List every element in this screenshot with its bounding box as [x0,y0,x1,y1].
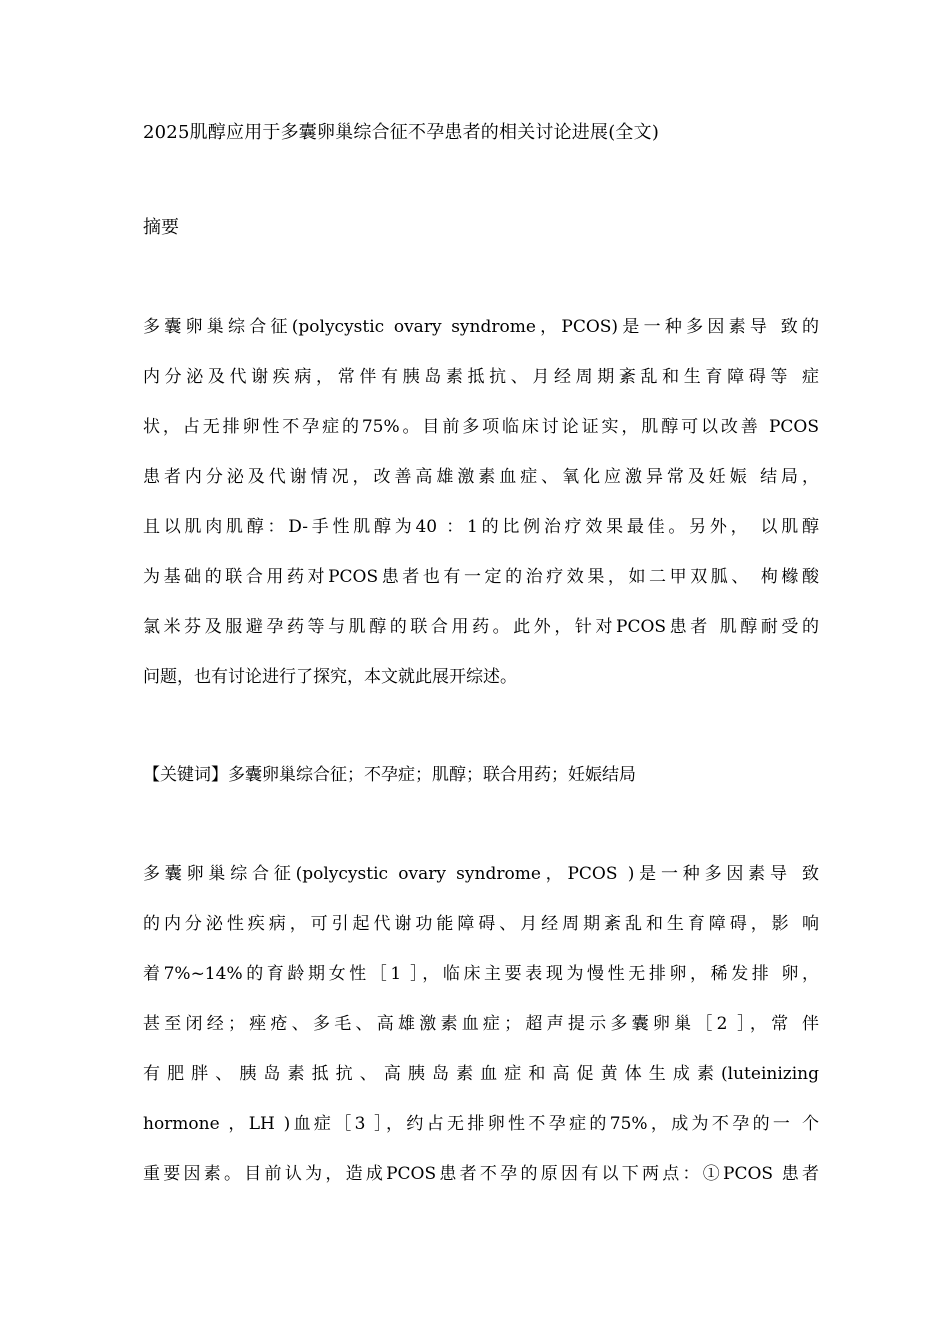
body-line: 着7%~14%的育龄期女性［1 ］，临床主要表现为慢性无排卵，稀发排 卵， [143,964,819,984]
abstract-line: 状，占无排卵性不孕症的75%。目前多项临床讨论证实，肌醇可以改善 PCOS [143,417,819,437]
abstract-line: 患者内分泌及代谢情况，改善高雄激素血症、氧化应激异常及妊娠 结局， [143,467,819,487]
keywords-line: 【关键词】多囊卵巢综合征；不孕症；肌醇；联合用药；妊娠结局 [143,765,636,785]
body-line: hormone ，LH )血症［3 ］，约占无排卵性不孕症的75%，成为不孕的一 个 [143,1114,819,1134]
body-line: 甚至闭经；痤疮、多毛、高雄激素血症；超声提示多囊卵巢［2 ］，常 伴 [143,1014,819,1034]
abstract-line: 为基础的联合用药对PCOS患者也有一定的治疗效果，如二甲双胍、 枸橼酸 [143,567,819,587]
abstract-line: 多囊卵巢综合征(polycystic ovary syndrome，PCOS)是一种多因素导 致的 [143,317,819,337]
abstract-heading: 摘要 [143,217,179,238]
abstract-line: 且以肌肉肌醇：D-手性肌醇为40 ：1的比例治疗效果最佳。另外， 以肌醇 [143,517,819,537]
abstract-line: 内分泌及代谢疾病，常伴有胰岛素抵抗、月经周期紊乱和生育障碍等 症 [143,367,819,387]
abstract-line: 氯米芬及服避孕药等与肌醇的联合用药。此外，针对PCOS患者 肌醇耐受的 [143,617,819,637]
body-line: 有肥胖、胰岛素抵抗、高胰岛素血症和高促黄体生成素(luteinizing [143,1064,819,1084]
body-paragraph [143,859,819,1209]
document-title: 2025肌醇应用于多囊卵巢综合征不孕患者的相关讨论进展(全文) [143,122,660,143]
body-line: 重要因素。目前认为，造成PCOS患者不孕的原因有以下两点：①PCOS 患者 [143,1164,819,1184]
body-line: 的内分泌性疾病，可引起代谢功能障碍、月经周期紊乱和生育障碍，影 响 [143,914,819,934]
abstract-paragraph [143,312,819,712]
abstract-line: 问题，也有讨论进行了探究，本文就此展开综述。 [143,667,517,687]
body-line: 多囊卵巢综合征(polycystic ovary syndrome，PCOS )是一种多因素导 致 [143,864,819,884]
